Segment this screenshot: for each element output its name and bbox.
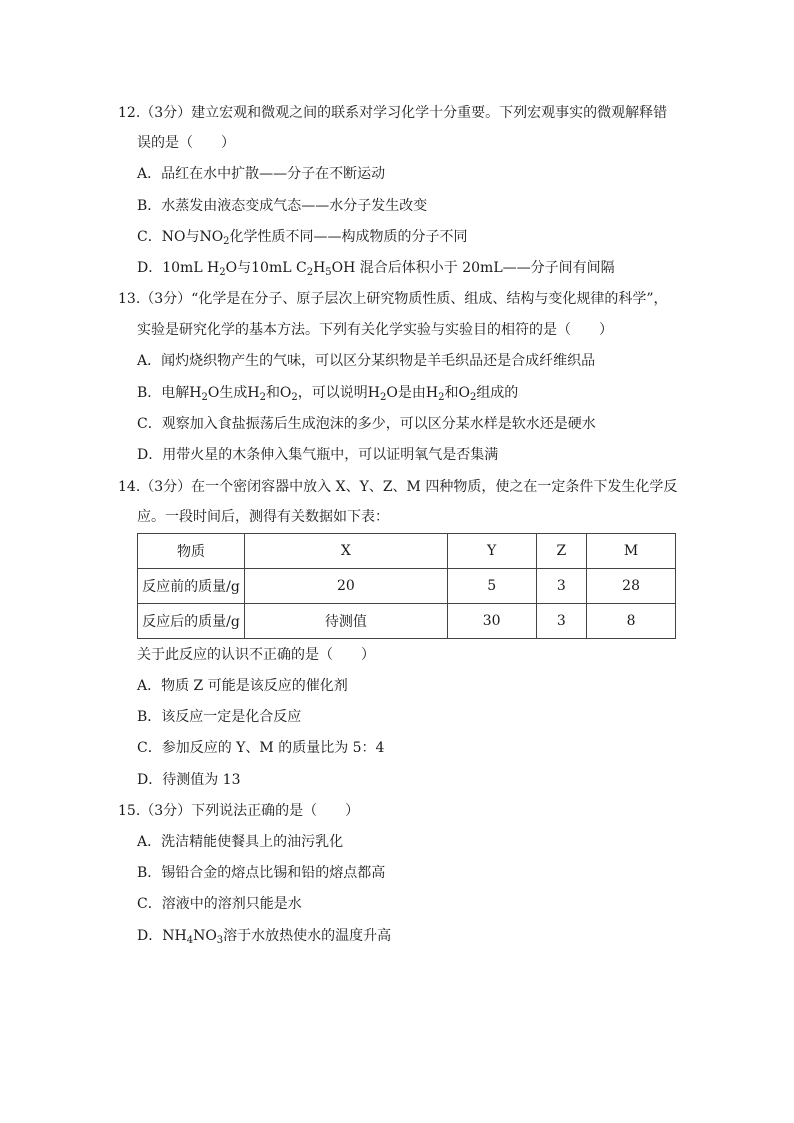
q15-option-c: C．溶液中的溶剂只能是水 xyxy=(137,896,302,912)
subscript: 2 xyxy=(469,392,477,403)
subscript: 4 xyxy=(186,935,194,946)
text-run: B．电解H xyxy=(137,385,202,401)
table-header-cell: X xyxy=(245,534,448,569)
table-cell: 3 xyxy=(536,569,587,604)
q13-option-a: A．闻灼烧织物产生的气味，可以区分某织物是羊毛织品还是合成纤维织品 xyxy=(137,353,596,369)
subscript: 2 xyxy=(306,267,314,278)
table-header-cell: M xyxy=(587,534,676,569)
q12-stem-line1: 12.（3分）建立宏观和微观之间的联系对学习化学十分重要。下列宏观事实的微观解释错 xyxy=(118,105,668,121)
text-run: 和O xyxy=(265,385,292,401)
text-run: NO xyxy=(193,928,217,944)
q13-option-c: C．观察加入食盐振荡后生成泡沫的多少，可以区分某水样是软水还是硬水 xyxy=(137,416,596,432)
table-header-cell: 物质 xyxy=(138,534,245,569)
text-run: OH 混合后体积小于 20mL——分子间有间隔 xyxy=(331,260,615,276)
q14-option-a: A．物质 Z 可能是该反应的催化剂 xyxy=(137,678,348,694)
q12-option-c xyxy=(137,227,468,247)
q15-option-b: B．锡铅合金的熔点比锡和铅的熔点都高 xyxy=(137,865,386,881)
text-run: 化学性质不同——构成物质的分子不同 xyxy=(229,229,468,245)
text-run: D．NH xyxy=(137,928,187,944)
table-cell: 反应后的质量/g xyxy=(138,604,245,639)
subscript: 2 xyxy=(259,392,266,403)
table-cell: 3 xyxy=(536,604,587,639)
q14-option-c: C．参加反应的 Y、M 的质量比为 5：4 xyxy=(137,740,385,756)
q15-option-d xyxy=(137,926,391,946)
q12-option-b: B．水蒸发由液态变成气态——水分子发生改变 xyxy=(137,198,428,214)
q13-option-d: D．用带火星的木条伸入集气瓶中，可以证明氧气是否集满 xyxy=(137,447,499,463)
text-run: 组成的 xyxy=(476,385,519,401)
subscript: 2 xyxy=(438,392,445,403)
q14-prompt: 关于此反应的认识不正确的是（ ） xyxy=(137,647,375,663)
table-cell: 28 xyxy=(587,569,676,604)
table-row xyxy=(138,569,676,604)
q13-option-b xyxy=(137,383,518,403)
q12-option-a: A．品红在水中扩散——分子在不断运动 xyxy=(137,166,386,182)
text-run: O生成H xyxy=(207,385,260,401)
subscript: 2 xyxy=(223,236,230,247)
text-run: H xyxy=(313,260,326,276)
q14-stem-line1: 14.（3分）在一个密闭容器中放入 X、Y、Z、M 四种物质，使之在一定条件下发生化学反 xyxy=(118,479,678,495)
subscript: 5 xyxy=(325,267,332,278)
text-run: 和O xyxy=(444,385,470,401)
q12-option-d xyxy=(137,258,615,278)
text-run: D．10mL H xyxy=(137,260,220,276)
table-cell: 5 xyxy=(447,569,536,604)
q14-stem-line2: 应。一段时间后，测得有关数据如下表： xyxy=(137,509,389,525)
text-run: 溶于水放热使水的温度升高 xyxy=(223,928,392,944)
subscript: 2 xyxy=(219,267,226,278)
table-header-cell: Y xyxy=(447,534,536,569)
text-run: C．NO与NO xyxy=(137,229,224,245)
subscript: 2 xyxy=(201,392,208,403)
table-cell: 8 xyxy=(587,604,676,639)
q15-stem-line1: 15.（3分）下列说法正确的是（ ） xyxy=(118,803,360,819)
q14-option-d: D．待测值为 13 xyxy=(137,772,241,788)
subscript: 2 xyxy=(380,392,387,403)
q12-stem-line2: 误的是（ ） xyxy=(137,135,235,151)
q14-option-b: B．该反应一定是化合反应 xyxy=(137,709,302,725)
table-cell: 反应前的质量/g xyxy=(138,569,245,604)
q15-option-a: A．洗洁精能使餐具上的油污乳化 xyxy=(137,834,344,850)
mass-data-table xyxy=(137,533,676,639)
table-cell: 待测值 xyxy=(245,604,448,639)
table-header-row xyxy=(138,534,676,569)
text-run: O与10mL C xyxy=(225,260,307,276)
table-cell: 20 xyxy=(245,569,448,604)
table-row xyxy=(138,604,676,639)
q13-stem-line2: 实验是研究化学的基本方法。下列有关化学实验与实验目的相符的是（ ） xyxy=(137,322,613,338)
text-run: ，可以说明H xyxy=(297,385,381,401)
subscript: 2 xyxy=(291,392,298,403)
subscript: 3 xyxy=(216,935,224,946)
table-cell: 30 xyxy=(447,604,536,639)
table-header-cell: Z xyxy=(536,534,587,569)
text-run: O是由H xyxy=(386,385,439,401)
q13-stem-line1: 13.（3分）“化学是在分子、原子层次上研究物质性质、组成、结构与变化规律的科学”， xyxy=(118,291,668,307)
